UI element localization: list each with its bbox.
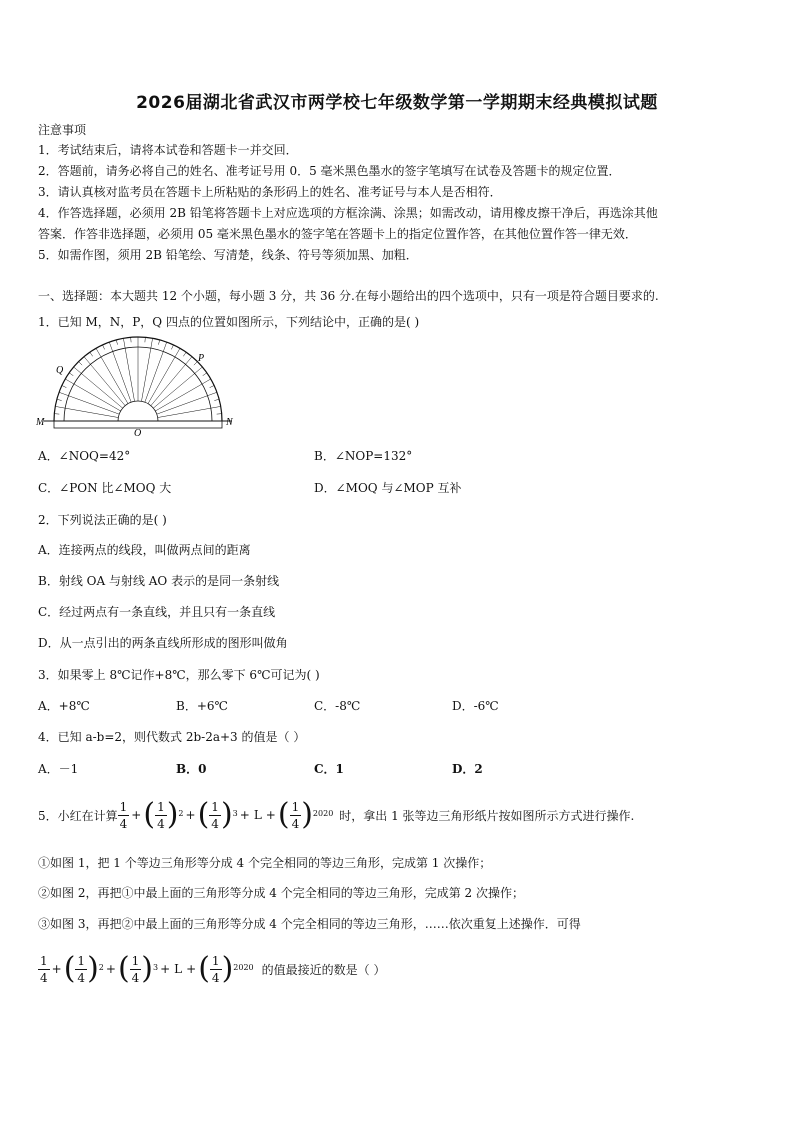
protractor-tick <box>84 357 90 365</box>
notice-item: 答案．作答非选择题，必须用 05 毫米黑色墨水的签字笔在答题卡上的指定位置作答，在其他位置作答一律无效． <box>38 227 637 241</box>
protractor-tick <box>186 357 192 365</box>
page-title: 2026届湖北省武汉市两学校七年级数学第一学期期末经典模拟试题 <box>136 93 658 113</box>
q2-option-c: C．经过两点有一条直线，并且只有一条直线 <box>38 605 276 619</box>
fraction: $\frac{1}{4}$ <box>77 953 86 985</box>
protractor-tick <box>74 367 82 373</box>
protractor-ray <box>148 357 175 404</box>
q3-option-a: A．+8℃ <box>38 699 90 713</box>
label-p: P <box>198 353 205 364</box>
protractor-tick <box>59 392 68 395</box>
protractor-tick <box>194 362 198 366</box>
protractor-rays <box>65 347 211 418</box>
q4-option-d: D．2 <box>452 762 483 776</box>
q5-suffix: 时，拿出 1 张等边三角形纸片按如图所示方式进行操作. <box>339 808 635 823</box>
protractor-tick <box>55 406 65 408</box>
notice-item: 5．如需作图，须用 2B 铅笔绘、写清楚，线条、符号等须加黑、加粗． <box>38 248 418 262</box>
protractor-tick <box>90 352 93 356</box>
protractor-ray <box>157 396 208 414</box>
protractor-tick <box>96 348 101 357</box>
protractor-ray <box>158 408 211 417</box>
notice-item: 2．答题前，请务必将自己的姓名、准考证号用 0．5 毫米黑色墨水的签字笔填写在试卷及答题卡的规定位置． <box>38 164 621 178</box>
protractor-tick <box>163 342 166 351</box>
protractor-tick <box>65 379 74 384</box>
protractor-ray <box>125 348 134 401</box>
protractor-ray <box>113 351 131 402</box>
protractor-figure <box>36 335 246 437</box>
question-3-stem: 3．如果零上 8℃记作+8℃，那么零下 6℃可记为( ) <box>38 668 320 682</box>
question-1-stem: 1．已知 M，N，P，Q 四点的位置如图所示，下列结论中，正确的是( ) <box>38 315 420 329</box>
protractor-tick <box>62 386 67 388</box>
notice-item: 1．考试结束后，请将本试卷和答题卡一并交回． <box>38 143 298 157</box>
q1-option-a: A．∠NOQ=42° <box>38 449 131 463</box>
fraction: $\frac{1}{4}$ <box>157 799 165 831</box>
q4-option-c: C．1 <box>314 762 344 776</box>
protractor-tick <box>57 399 62 400</box>
protractor-tick <box>109 342 112 351</box>
q5-step-2: ②如图 2，再把①中最上面的三角形等分成 4 个完全相同的等边三角形，完成第 2 次操作； <box>38 886 524 900</box>
protractor-tick <box>203 373 207 376</box>
protractor-tick <box>202 379 211 384</box>
q3-option-c: C．-8℃ <box>314 699 361 713</box>
protractor-ray <box>101 357 128 404</box>
protractor-ray <box>145 351 163 402</box>
q1-option-b: B．∠NOP=132° <box>314 449 413 463</box>
q2-option-a: A．连接两点的线段，叫做两点间的距离 <box>38 543 251 557</box>
q1-option-d: D．∠MOQ 与∠MOP 互补 <box>314 481 462 495</box>
protractor-ray <box>65 408 118 417</box>
protractor-tick <box>195 367 203 373</box>
notice-heading: 注意事项 <box>38 123 87 137</box>
label-n: N <box>226 417 233 428</box>
protractor-ray <box>155 384 202 411</box>
protractor-ray <box>68 396 119 414</box>
q1-option-c: C．∠PON 比∠MOQ 大 <box>38 481 172 495</box>
question-5-stem: 5．小红在计算 $\frac{1}{4}$ + ( $\frac{1}{4}$ ) 2 + ( $\frac{1}{4}$ ) 3 + L + ( $\frac{1}{4}$ ) 2020 时，拿出 1 张等边三角形纸片按如图所示方式进行操作. <box>38 797 635 832</box>
q5-final-text: 的值最接近的数是（ ） <box>261 962 386 977</box>
protractor-ray <box>153 373 194 408</box>
protractor-base <box>54 421 222 428</box>
protractor-ray <box>151 364 186 405</box>
protractor-tick <box>116 340 117 345</box>
q3-option-b: B．+6℃ <box>176 699 228 713</box>
question-2-stem: 2．下列说法正确的是( ) <box>38 513 167 527</box>
fraction: $\frac{1}{4}$ <box>211 799 219 831</box>
protractor-ray <box>81 373 122 408</box>
q2-option-d: D．从一点引出的两条直线所形成的图形叫做角 <box>38 636 288 650</box>
fraction: $\frac{1}{4}$ <box>119 799 128 831</box>
notice-item: 4．作答选择题，必须用 2B 铅笔将答题卡上对应选项的方框涂满、涂黑；如需改动，请用橡皮擦干净后，再选涂其他 <box>38 206 658 220</box>
q5-step-1: ①如图 1，把 1 个等边三角形等分成 4 个完全相同的等边三角形，完成第 1 次操作； <box>38 856 492 870</box>
protractor-tick <box>214 399 219 400</box>
q5-step-3: ③如图 3，再把②中最上面的三角形等分成 4 个完全相同的等边三角形，……依次重复上述操作．可得 <box>38 917 581 931</box>
question-4-stem: 4．已知 a-b=2，则代数式 2b-2a+3 的值是（ ） <box>38 730 306 744</box>
label-o: O <box>134 428 142 437</box>
protractor-tick <box>183 352 186 356</box>
protractor-tick <box>151 338 153 348</box>
q3-option-d: D．-6℃ <box>452 699 499 713</box>
protractor-ray <box>74 384 121 411</box>
protractor-tick <box>69 373 73 376</box>
protractor-tick <box>79 362 83 366</box>
q4-option-b: B．0 <box>176 762 207 776</box>
protractor-tick <box>123 338 125 348</box>
fraction: $\frac{1}{4}$ <box>131 953 140 985</box>
label-q: Q <box>56 365 64 376</box>
protractor-ray <box>90 364 125 405</box>
protractor-tick <box>103 345 105 350</box>
q5-prefix: 5．小红在计算 <box>38 808 118 823</box>
q2-option-b: B．射线 OA 与射线 AO 表示的是同一条射线 <box>38 574 280 588</box>
q4-option-a: A．－1 <box>38 762 79 776</box>
label-m: M <box>36 417 45 428</box>
fraction: $\frac{1}{4}$ <box>40 953 48 985</box>
q5-final-expression: $\frac{1}{4}$ + ( $\frac{1}{4}$ ) 2 + ( $\frac{1}{4}$ ) 3 + L + ( $\frac{1}{4}$ ) 2020 的值最接近的数是（ ） <box>40 951 386 986</box>
protractor-tick <box>208 392 217 395</box>
protractor-tick <box>210 386 215 388</box>
protractor-tick <box>175 348 180 357</box>
notice-item: 3．请认真核对监考员在答题卡上所粘贴的条形码上的姓名、准考证号与本人是否相符． <box>38 185 502 199</box>
protractor-tick <box>171 345 173 350</box>
protractor-tick <box>158 340 159 345</box>
fraction: $\frac{1}{4}$ <box>291 799 300 831</box>
protractor-ray <box>141 348 150 401</box>
fraction: $\frac{1}{4}$ <box>211 953 220 985</box>
protractor-tick <box>211 406 221 408</box>
section-heading: 一、选择题：本大题共 12 个小题，每小题 3 分，共 36 分.在每小题给出的四个选项中，只有一项是符合题目要求的. <box>38 289 659 303</box>
